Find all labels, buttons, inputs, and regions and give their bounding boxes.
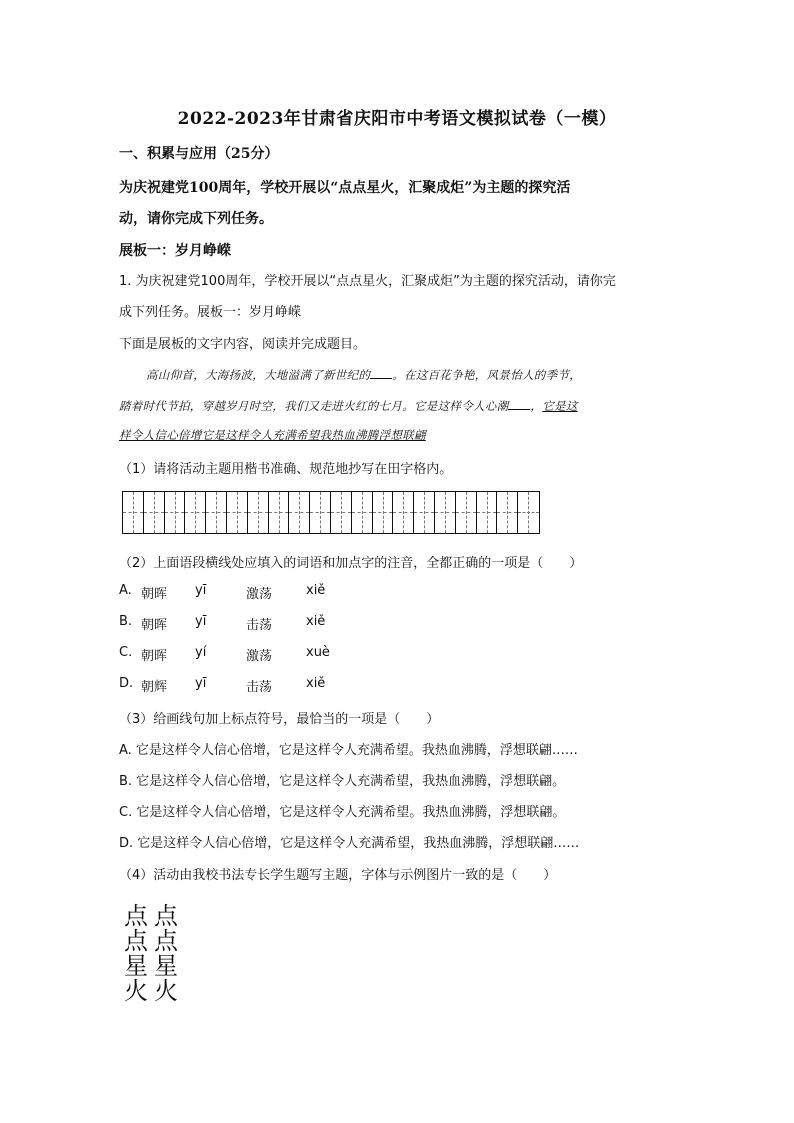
grid-cell[interactable] [393, 492, 414, 533]
page-title: 2022-2023年甘肃省庆阳市中考语文模拟试卷（一模） [177, 109, 617, 129]
option-c: C. 它是这样令人信心倍增，它是这样令人充满希望。我热血沸腾，浮想联翩。 [119, 805, 566, 820]
q2-option-p1: yí [195, 645, 207, 660]
grid-cell[interactable] [289, 492, 310, 533]
q2-option-p2: xiě [306, 614, 326, 629]
q2-option-p2: xiě [306, 583, 326, 598]
option-b: B. 它是这样令人信心倍增，它是这样令人充满希望，我热血沸腾，浮想联翩。 [119, 774, 566, 789]
passage-line-2 [119, 397, 578, 414]
fill-blank [370, 366, 392, 379]
q2-option-w2: 击荡 [246, 680, 273, 695]
calligraphy-char: 点 [124, 902, 148, 930]
passage-text: 踏着时代节拍，穿越岁月时空，我们又走进火红的七月。它是这样令人心潮 [119, 399, 509, 413]
question-1-line-3: 下面是展板的文字内容，阅读并完成题目。 [119, 337, 367, 352]
passage-text: 高山仰首，大海扬波，大地溢满了新世纪的 [146, 368, 371, 382]
q2-option-p2: xiě [306, 676, 326, 691]
calligraphy-char: 点 [154, 902, 178, 930]
q2-option-w1: 朝晖 [141, 618, 168, 633]
grid-cell[interactable] [518, 492, 539, 533]
grid-cell[interactable] [456, 492, 477, 533]
q2-option-w2: 击荡 [246, 618, 273, 633]
grid-cell[interactable] [144, 492, 165, 533]
grid-cell[interactable] [227, 492, 248, 533]
grid-cell[interactable] [185, 492, 206, 533]
grid-cell[interactable] [435, 492, 456, 533]
q2-option-p2: xuè [306, 645, 330, 660]
calligraphy-char: 星 [124, 952, 148, 980]
tianzige-grid[interactable] [122, 491, 540, 534]
q2-option-w1: 朝晖 [141, 649, 168, 664]
sub-question-3: （3）给画线句加上标点符号，最恰当的一项是（ ） [119, 712, 440, 727]
option-a: A. 它是这样令人信心倍增，它是这样令人充满希望。我热血沸腾，浮想联翩…… [119, 743, 578, 758]
q2-option-p1: yī [195, 614, 207, 629]
sub-question-2: （2）上面语段横线处应填入的词语和加点字的注音，全都正确的一项是（ ） [119, 556, 583, 571]
q2-option-label: C. [119, 645, 133, 660]
q2-option-p1: yī [195, 583, 207, 598]
intro-line-2: 动，请你完成下列任务。 [119, 211, 273, 227]
sub-question-4: （4）活动由我校书法专长学生题写主题，字体与示例图片一致的是（ ） [119, 868, 557, 883]
q2-option-w2: 激荡 [246, 587, 273, 602]
q2-option-w1: 朝晖 [141, 587, 168, 602]
underlined-sentence: 它是这 [542, 399, 578, 413]
grid-cell[interactable] [352, 492, 373, 533]
passage-line-1 [146, 366, 581, 383]
grid-cell[interactable] [497, 492, 518, 533]
grid-cell[interactable] [165, 492, 186, 533]
intro-line-1: 为庆祝建党100周年，学校开展以“点点星火，汇聚成炬”为主题的探究活 [119, 180, 571, 196]
question-1-line-2: 成下列任务。展板一：岁月峥嵘 [119, 305, 302, 320]
section-heading: 一、积累与应用（25分） [119, 146, 279, 162]
grid-cell[interactable] [414, 492, 435, 533]
grid-cell[interactable] [310, 492, 331, 533]
grid-cell[interactable] [248, 492, 269, 533]
q2-option-label: A. [119, 583, 132, 598]
calligraphy-char: 点 [154, 927, 178, 955]
q2-option-p1: yī [195, 676, 207, 691]
passage-text: ， [530, 399, 543, 413]
calligraphy-char: 火 [124, 977, 148, 1005]
option-d: D. 它是这样令人信心倍增，它是这样令人充满希望，我热血沸腾，浮想联翩…… [119, 836, 580, 851]
calligraphy-char: 星 [154, 952, 178, 980]
q2-option-label: B. [119, 614, 133, 629]
grid-cell[interactable] [123, 492, 144, 533]
grid-cell[interactable] [269, 492, 290, 533]
board-heading: 展板一：岁月峥嵘 [119, 243, 231, 259]
passage-line-3: 样令人信心倍增它是这样令人充满希望我热血沸腾浮想联翩 [119, 428, 426, 442]
calligraphy-sample-image [124, 904, 188, 1004]
grid-cell[interactable] [331, 492, 352, 533]
grid-cell[interactable] [206, 492, 227, 533]
calligraphy-char: 点 [124, 927, 148, 955]
grid-cell[interactable] [477, 492, 498, 533]
calligraphy-char: 火 [154, 977, 178, 1005]
grid-cell[interactable] [373, 492, 394, 533]
q2-option-w1: 朝辉 [141, 680, 168, 695]
q2-option-w2: 激荡 [246, 649, 273, 664]
sub-question-1: （1）请将活动主题用楷书准确、规范地抄写在田字格内。 [119, 462, 453, 477]
fill-blank [508, 397, 530, 410]
passage-text: 。在这百花争艳，风景怡人的季节， [392, 368, 582, 382]
q2-option-label: D. [119, 676, 134, 691]
question-1-line-1: 1. 为庆祝建党100周年，学校开展以“点点星火，汇聚成炬”为主题的探究活动，请你完 [119, 274, 616, 289]
